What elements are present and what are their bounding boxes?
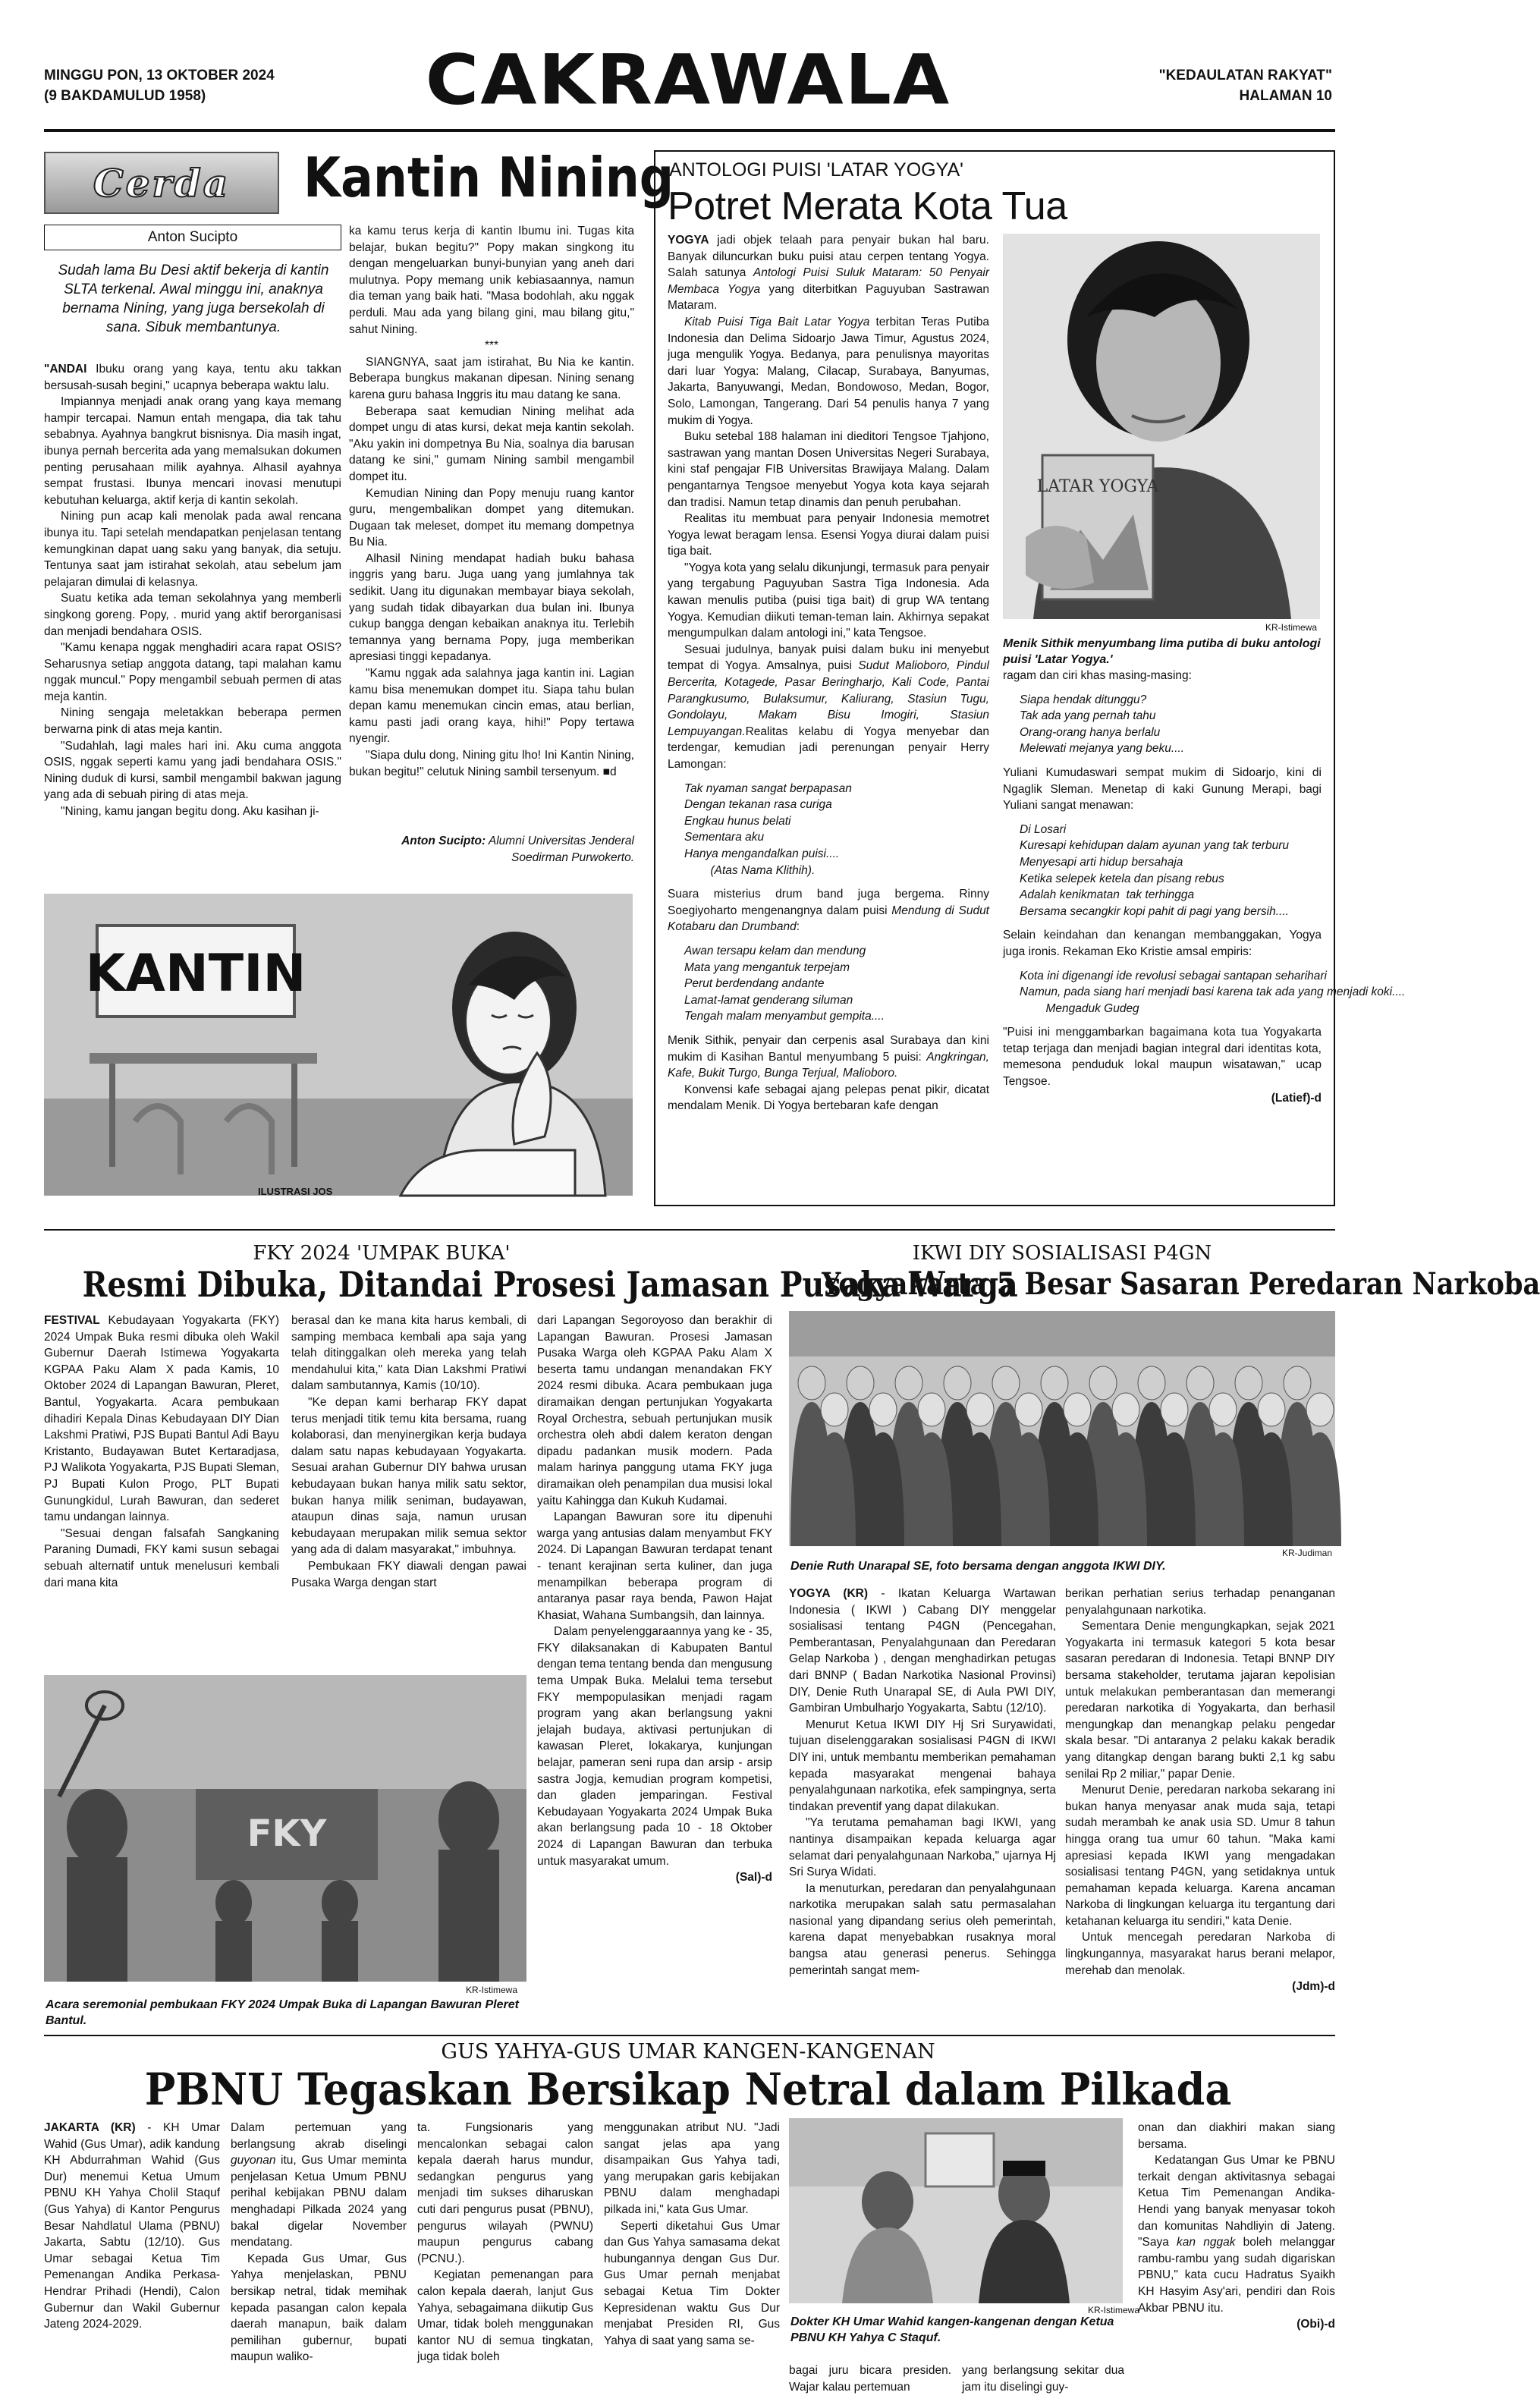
poem-line: Sementara aku <box>684 831 765 844</box>
paragraph-text: Seperti diketahui Gus Umar dan Gus Yahya samasama dekat hubungannya dengan Gus Dur. Gus Umar pernah menjabat sebagai Ketua Tim Dokter Kepresidenan waktu Gus Dur menjabat Presiden RI, Gus Yahya di saat yang sama se- <box>604 2219 780 2347</box>
paragraph <box>1003 765 1322 814</box>
article-sign: (Sal)-d <box>735 1871 772 1885</box>
fky-photo-caption: Acara seremonial pembukaan FKY 2024 Umpak Buka di Lapangan Bawuran Pleret Bantul. <box>46 1998 519 2027</box>
potret-photo-drawing <box>1003 234 1320 619</box>
fky-kicker: FKY 2024 'UMPAK BUKA' <box>253 1242 511 1265</box>
cerda-column-2 <box>349 223 634 845</box>
photo-person-head <box>1138 1366 1165 1400</box>
paragraph-text: Kepada Gus Umar, Gus Yahya menjelaskan, PBNU bersikap netral, tidak memihak kepada pasangan calon kepala daerah manapun, baik dalam pemilihan gubernur, bupati maupun waliko- <box>231 2252 407 2364</box>
paragraph-text: ka kamu terus kerja di kantin Ibumu ini. Tugas kita belajar, bukan begitu?" Popy makan singkong itu dengan mengeluarkan bunyi-bunyian yang aneh dari mulutnya. Popy memang unik kebiasaannya, namun dia teman yang baik hati. "Masa bodohlah, aku nggak perduli. Mau ada yang bilang gini, mau bilang gitu," sahut Nining. <box>349 225 634 336</box>
paragraph-text: Kedatangan Gus Umar ke PBNU terkait dengan aktivitasnya sebagai Ketua Tim Pemenangan Andika-Hendi yang banyak menyasar tokoh dan komunitas Nahdliyin di Jateng. "Saya <box>1138 2154 1335 2249</box>
photo-person-head <box>895 1366 922 1400</box>
paragraph-text-tail: : <box>796 920 800 934</box>
paragraph-text-tail: Realitas kelabu di Yogya menyebar dan terdengar, kemudian jadi perenungan penyair Herry Lamongan: <box>668 725 989 771</box>
paragraph-text: Sesuai judulnya, banyak puisi dalam buku ini menyebut tempat di Yogya. Amsalnya, puisi <box>668 643 989 673</box>
fky-title: Resmi Dibuka, Ditandai Prosesi Jamasan Pusaka Warga <box>82 1264 1018 1305</box>
photo-person-head <box>1041 1366 1068 1400</box>
article-sign: (Jdm)-d <box>1292 1980 1335 1994</box>
paragraph <box>349 404 634 486</box>
cerda-column-1 <box>44 361 341 879</box>
paragraph <box>417 2120 593 2267</box>
paragraph <box>604 2218 780 2350</box>
paragraph <box>44 508 341 590</box>
poem-line: Mata yang mengantuk terpejam <box>684 960 850 974</box>
poem-line: Bersama secangkir kopi pahit di pagi yang bersih.... <box>1020 904 1289 918</box>
article-sign: (Obi)-d <box>1296 2318 1335 2331</box>
masthead-date-line1: MINGGU PON, 13 OKTOBER 2024 <box>44 68 275 83</box>
paragraph <box>349 747 634 780</box>
paragraph-text: "Puisi ini menggambarkan bagaimana kota tua Yogyakarta tetap terjaga dan menjadi bagian integral dari identitas kota, memesona penduduk lokal maupun wisatawan," ucap Tengsoe. <box>1003 1026 1322 1089</box>
section-rule-2 <box>44 2035 1335 2036</box>
pbnu-kicker: GUS YAHYA-GUS UMAR KANGEN-KANGENAN <box>441 2040 935 2064</box>
paragraph <box>668 1033 989 1082</box>
paragraph <box>668 886 989 935</box>
paragraph-text: "Nining, kamu jangan begitu dong. Aku kasihan ji- <box>61 805 319 819</box>
pbnu-title: PBNU Tegaskan Bersikap Netral dalam Pilkada <box>144 2064 1232 2115</box>
fky-column-3 <box>537 1312 772 2027</box>
photo-person-head <box>1015 1393 1042 1426</box>
fky-column-2 <box>291 1312 526 1665</box>
paragraph-text: Ibuku orang yang kaya, tentu aku takkan bersusah-susah begini," ucapnya beberapa waktu lalu. <box>44 363 341 392</box>
fky-column-1 <box>44 1312 279 1665</box>
pbnu-meeting-photo <box>789 2118 1123 2303</box>
ikwi-group-photo <box>789 1311 1335 1546</box>
paragraph <box>231 2251 407 2366</box>
paragraph-text-tail: yang diterbitkan Paguyuban Sastrawan Mataram. <box>668 282 989 313</box>
poem-line: Dengan tekanan rasa curiga <box>684 798 832 812</box>
masthead-date-line2: (9 BAKDAMULUD 1958) <box>44 88 206 104</box>
paragraph-text-tail: terbitan Teras Putiba Indonesia dan Delima Sidoarjo Jawa Timur, Agustus 2024, juga mengulik Yogya. Bedanya, para penulisnya mayoritas dari luar Yogya: Malang, Cilacap, Surabaya, Banyumas, Jakarta, Banyuwangi, Medan, Bondowoso, Medan, Bogor, Solo, Lamongan, Tangerang. Dari 54 penulis hanya 7 yang mukim di Yogya. <box>668 315 989 427</box>
poem-line: Orang-orang hanya berlalu <box>1020 725 1161 739</box>
masthead-page: HALAMAN 10 <box>1239 88 1332 104</box>
paragraph-italic: Antologi Puisi Suluk Mataram: 50 Penyair Membaca Yogya <box>668 266 990 296</box>
paragraph-text: SIANGNYA, saat jam istirahat, Bu Nia ke kantin. Beberapa bungkus makanan dipesan. Nining senang karena guru bahasa Inggris itu mau datang ke sana. <box>349 355 634 401</box>
paragraph <box>789 1881 1056 1979</box>
paragraph-text: Menurut Denie, peredaran narkoba sekarang ini bukan hanya menyasar anak muda saja, tetapi sudah merambah ke anak usia SD. Umur 8 tahun hingga orang tua umur 60 tahun. "Maka kami apresiasi kepada IKWI yang mengadakan sosialisasi tentang P4GN, yang setidaknya untuk pemahaman kepada keluarga. Karena ancaman Narkoba di lingkungan keluarga itu tergantung dari ketahanan keluarga itu sendiri," kata Denie. <box>1065 1784 1335 1928</box>
ikwi-photo-caption: Denie Ruth Unarapal SE, foto bersama dengan anggota IKWI DIY. <box>790 1560 1166 1573</box>
paragraph <box>44 640 341 705</box>
photo-person-head <box>1306 1393 1334 1426</box>
paragraph-text: ragam dan ciri khas masing-masing: <box>1003 669 1192 682</box>
paragraph <box>1065 1586 1335 1618</box>
photo-person-head <box>1064 1393 1091 1426</box>
paragraph-text: Alhasil Nining mendapat hadiah buku bahasa inggris yang baru. Juga uang yang jumlahnya tak sedikit. Uang itu digunakan membayar biaya sekolah, yang sudah tidak dibayarkan dua bulan ini. Ibunya cukup bangga dengan kebaikan anaknya itu. Terlebih temannya yang bernama Popy, juga memberikan apresiasi tinggi kepadanya. <box>349 552 634 664</box>
paragraph <box>349 223 634 338</box>
photo-person-head <box>918 1393 945 1426</box>
paragraph <box>44 361 341 394</box>
paragraph-text: Sementara Denie mengungkapkan, sejak 2021 Yogyakarta ini termasuk kategori 5 kota besar sasaran peredaran di Indonesia. Tetapi BNNP DIY bersama stakeholder, terutama jajaran kepolisian untuk melakukan pemberantasan dan memerangi peredaran narkotika di Yogyakarta, dan berhasil mengungkap dan menangkap pelaku pengedar skala besar. "Di antaranya 2 pelaku kakak beradik yang ditangkap dengan barang bukti 2,1 kg sabu senilai Rp 2 miliar," papar Denie. <box>1065 1620 1335 1781</box>
paragraph <box>1065 1782 1335 1929</box>
paragraph-text: Suatu ketika ada teman sekolahnya yang memberli singkong goreng. Popy, . murid yang aktif berorganisasi dan menjadi bendahara OSIS. <box>44 592 341 638</box>
poem-line: Mengaduk Gudeg <box>1020 1001 1139 1015</box>
paragraph-text: - KH Umar Wahid (Gus Umar), adik kandung KH Abdurrahman Wahid (Gus Dur) menemui Ketua Umum PBNU KH Yahya Cholil Staquf (Gus Yahya) di Kantor Pengurus Besar Nahdlatul Ulama (PBNU) Jakarta, Sabtu (12/10). Gus Umar sebagai Ketua Tim Pemenangan Andika Perkasa-Hendrar Prihadi (Hendi), Calon Gubernur dan Wakil Gubernur Jateng 2024-2029. <box>44 2121 220 2331</box>
masthead-rule <box>44 129 1335 132</box>
photo-person-head <box>798 1366 825 1400</box>
paragraph-text: Kegiatan pemenangan para calon kepala daerah, lanjut Gus Yahya, sebagaimana diikutip Gus Umar, tidak boleh menggunakan kantor NU di semua tingkatan, juga tidak boleh <box>417 2268 593 2364</box>
paragraph <box>44 394 341 508</box>
paragraph-text: Beberapa saat kemudian Nining melihat ada dompet ungu di atas kursi, dekat meja kantin sekolah. "Aku yakin ini dompetnya Bu Nia, soalnya dia barusan datang ke sini," gumam Nining sambil mengambil dompet itu. <box>349 404 634 483</box>
poem-line: Adalah kenikmatan tak terhingga <box>1020 888 1195 902</box>
fky-opening-photo <box>44 1675 526 1982</box>
paragraph-text: "Sesuai dengan falsafah Sangkaning Paraning Dumadi, FKY kami susun sebagai sebuah alternatif untuk menelusuri kembali dari mana kita <box>44 1526 279 1589</box>
paragraph-text: Nining pun acap kali menolak pada awal rencana ibunya itu. Tapi setelah mendapatkan penjelasan tentang kemungkinan dapat uang saku yang banyak, dia setuju. Tentunya saat jam istirahat sekolah, atau sebelum jam pelajaran dimulai di kelasnya. <box>44 510 341 589</box>
paragraph <box>349 486 634 551</box>
pbnu-column-1 <box>44 2120 220 2408</box>
paragraph-kicker: JAKARTA (KR) <box>44 2121 136 2134</box>
paragraph <box>604 2120 780 2218</box>
cerda-bio-text: Alumni Universitas Jenderal Soedirman Purwokerto. <box>486 835 634 864</box>
paragraph <box>537 1312 772 1509</box>
ikwi-column-1 <box>789 1586 1056 2033</box>
paragraph-text: ta. Fungsionaris yang mencalonkan sebagai calon kepala daerah harus mundur, sedangkan pengurus yang menjadi tim sukses diharuskan cuti dari pengurus pusat (PBNU), pengurus wilayah (PWNU) maupun pengurus cabang (PCNU.). <box>417 2121 593 2265</box>
paragraph-text: yang berlangsung sekitar dua jam itu diselingi guy- <box>962 2364 1124 2394</box>
potret-column-2 <box>1003 668 1406 1199</box>
cerda-lead: Sudah lama Bu Desi aktif bekerja di kantin SLTA terkenal. Awal minggu ini, anaknya bernama Nining, yang juga bersekolah di sana. Sibuk membantunya. <box>58 262 329 335</box>
photo-person-head <box>1235 1366 1262 1400</box>
paragraph-text-tail: boleh melanggar rambu-rambu yang sudah digariskan PBNU," kata cucu Hadratus Syaikh KH Hasyim Asy'ari, pendiri dan Rois Akbar PBNU itu. <box>1138 2236 1336 2315</box>
poem-line: Menyesapi arti hidup bersahaja <box>1020 855 1183 869</box>
photo-person-head <box>847 1366 874 1400</box>
cerda-rubric-text: Cerda <box>93 160 231 206</box>
paragraph-text: *** <box>484 339 499 353</box>
paragraph-kicker: YOGYA (KR) <box>789 1587 869 1600</box>
photo-person-head <box>1089 1366 1117 1400</box>
photo-person-head <box>992 1366 1020 1400</box>
paragraph-text: Dalam penyelenggaraannya yang ke - 35, FKY dilaksanakan di Kabupaten Bantul dengan tema tentang benda dan mengusung tema Umpak Buka. Melalui tema tersebut FKY mempopulasikan menjadi ragam program yang akan berlangsung yakni jelajah budaya, aktivasi pertunjukan di kawasan Pleret, lokakarya, kunjungan belajar, pameran seni rupa dan arsip - arsip sastra Jogja, kemudian program kompetisi, dan gladen jemparingan. Festival Kebudayaan Yogyakarta 2024 Umpak Buka akan berlangsung pada 10 - 18 Oktober 2024 di Lapangan Bawuran dan terbuka untuk masyarakat umum. <box>537 1625 772 1868</box>
paragraph <box>668 232 989 314</box>
paragraph-italic: Angkringan, Kafe, Bukit Turgo, Bunga Terjual, Malioboro. <box>668 1050 989 1080</box>
poem-line: Hanya mengandalkan puisi.... <box>684 847 840 860</box>
potret-kicker: ANTOLOGI PUISI 'LATAR YOGYA' <box>669 159 963 181</box>
masthead-publisher: "KEDAULATAN RAKYAT" <box>1158 68 1332 83</box>
photo-person-head <box>821 1393 848 1426</box>
paragraph <box>417 2267 593 2366</box>
paragraph <box>291 1394 526 1558</box>
paragraph <box>962 2362 1124 2395</box>
potret-column-1 <box>668 232 989 1196</box>
paragraph-text: - Ikatan Keluarga Wartawan Indonesia ( IKWI ) Cabang DIY menggelar sosialisasi tentang P4GN (Pencegahan, Pemberantasan, Penyalahgunaan dan Peredaran Gelap Narkoba ) , dengan menghadirkan petugas dari BNNP ( Badan Narkotika Nasional Provinsi) DIY, Denie Ruth Unarapal SE, di Aula PWI DIY, Gambiran Umbulharjo Yogyakarta, Sabtu (12/10). <box>789 1587 1056 1715</box>
paragraph-italic: Sudut Malioboro, Pindul Bercerita, Kotagede, Pasar Beringharjo, Kali Code, Pantai Parangkusumo, Bulaksumur, Kaliurang, Stasiun Tugu, Gondolayu, Makam Bisu Imogiri, Stasiun Lempuyangan. <box>668 659 989 738</box>
paragraph-text: Suara misterius drum band juga bergema. Rinny Soegiyoharto mengenangnya dalam puisi <box>668 888 989 917</box>
photo-person-head <box>1112 1393 1139 1426</box>
photo-person-head <box>1161 1393 1188 1426</box>
cerda-bio <box>357 833 634 866</box>
poem-line: Tengah malam menyambut gempita.... <box>684 1010 885 1023</box>
paragraph-text: Realitas itu membuat para penyair Indonesia memotret Yogya lewat beragam lensa. Esensi Yogya diurai dalam puisi tiga bait. <box>668 512 989 558</box>
paragraph-text: "Kamu kenapa nggak menghadiri acara rapat OSIS? Seharusnya setiap anggota datang, tapi malahan kamu nggak muncul." Popy mengambil sebuah permen di atas meja kantin. <box>44 641 341 703</box>
article-sign: (Latief)-d <box>1271 1091 1322 1105</box>
paragraph-kicker: FESTIVAL <box>44 1314 100 1327</box>
paragraph <box>537 1509 772 1624</box>
pbnu-column-4 <box>604 2120 780 2378</box>
pbnu-column-2 <box>231 2120 407 2408</box>
paragraph <box>668 560 989 642</box>
paragraph-text: Nining sengaja meletakkan beberapa permen berwarna pink di atas meja kantin. <box>44 706 341 737</box>
paragraph-text: Ia menuturkan, peredaran dan penyalahgunaan narkotika merupakan salah satu permasalahan nasional yang dipandang serius oleh pemerintah, karena dapat menyebabkan rusaknya moral bangsa atau generasi penerus. Sehingga pemerintah sangat mem- <box>789 1881 1056 1977</box>
paragraph <box>1065 1618 1335 1782</box>
poem-block <box>1003 692 1322 757</box>
paragraph <box>44 1526 279 1591</box>
poem-line: Tak nyaman sangat berpapasan <box>684 781 852 795</box>
paragraph-text: "Siapa dulu dong, Nining gitu lho! Ini Kantin Nining, bukan begitu!" celutuk Nining sambil tersenyum. ■d <box>349 749 634 778</box>
poem-line: Perut berdendang andante <box>684 977 825 991</box>
paragraph <box>668 511 989 560</box>
poem-line: Namun, pada siang hari menjadi basi karena tak ada yang menjadi koki.... <box>1020 986 1406 999</box>
paragraph-italic: Mendung di Sudut Kotabaru dan Drumband <box>668 904 989 934</box>
paragraph-text: "Sudahlah, lagi males hari ini. Aku cuma anggota OSIS, nggak seperti kamu yang jadi bendahara OSIS." Nining duduk di kursi, sambil mengambil bakwan jagung yang ada di sebuah piring di atas meja. <box>44 739 341 802</box>
paragraph <box>44 803 341 820</box>
photo-person-head <box>869 1393 897 1426</box>
paragraph <box>1138 2152 1335 2316</box>
photo-person-head <box>944 1366 971 1400</box>
cerda-title: Kantin Nining <box>303 146 674 209</box>
potret-photo-menik-sithik <box>1003 234 1320 619</box>
cerda-author: Anton Sucipto <box>44 225 341 250</box>
kantin-sign-text: KANTIN <box>85 944 306 1004</box>
paragraph <box>349 551 634 665</box>
poem-line: Engkau hunus belati <box>684 814 791 828</box>
paragraph-kicker: YOGYA <box>668 234 709 247</box>
paragraph <box>44 1312 279 1526</box>
paragraph <box>668 642 989 773</box>
paragraph <box>349 665 634 747</box>
ikwi-kicker: IKWI DIY SOSIALISASI P4GN <box>912 1242 1212 1265</box>
poem-line: Tak ada yang pernah tahu <box>1020 709 1156 723</box>
paragraph <box>789 1717 1056 1815</box>
paragraph <box>1003 668 1322 684</box>
potret-title: Potret Merata Kota Tua <box>668 184 1067 228</box>
paragraph <box>668 314 989 429</box>
poem-block <box>1003 968 1406 1017</box>
pbnu-photo-credit: KR-Istimewa <box>1088 2305 1140 2315</box>
potret-photo-credit: KR-Istimewa <box>1265 622 1318 633</box>
masthead-info <box>1159 65 1332 106</box>
pbnu-column-6 <box>962 2362 1124 2408</box>
paragraph-kicker: "ANDAI <box>44 363 87 376</box>
paragraph-text: Dalam pertemuan yang berlangsung akrab diselingi <box>231 2121 407 2151</box>
photo-person-head <box>1186 1366 1214 1400</box>
photo-person-head <box>1284 1366 1311 1400</box>
ikwi-column-2 <box>1065 1586 1335 2033</box>
paragraph <box>291 1312 526 1394</box>
ikwi-title: Yogyakarta 5 Besar Sasaran Peredaran Narkoba <box>822 1266 1540 1302</box>
paragraph <box>349 354 634 404</box>
section-rule-1 <box>44 1229 1335 1231</box>
paragraph-text: Impiannya menjadi anak orang yang kaya memang hampir tercapai. Namun entah mengapa, dia tak tahu sebabnya. Ayahnya bangkrut bisnisnya. Dia masih ingat, ibunya pernah bercerita ada yang memalsukan dokumen penting perusahaan milik ayahnya. Alhasil ayahnya sempat frustasi. Ibunya mencari inovasi menutupi kebutuhan keluarga, aktif kerja di kantin sekolah. <box>44 395 341 507</box>
paragraph-text: Lapangan Bawuran sore itu dipenuhi warga yang antusias dalam menyambut FKY 2024. Di Lapangan Bawuran terdapat tenant - tenant kerajinan serta kuliner, dan juga menampilkan beberapa program di antaranya pasar raya benda, Pawon Hajat Khasiat, Wahana Sumbangsih, dan lainnya. <box>537 1511 772 1622</box>
paragraph <box>1003 927 1322 960</box>
paragraph <box>537 1624 772 1869</box>
pbnu-column-5 <box>789 2362 951 2408</box>
cerda-rubric-logo <box>44 152 279 214</box>
paragraph <box>1003 1024 1322 1089</box>
fky-photo-drawing <box>44 1675 526 1982</box>
pbnu-photo-drawing <box>789 2118 1123 2303</box>
pbnu-column-3 <box>417 2120 593 2408</box>
potret-photo-caption: Menik Sithik menyumbang lima putiba di buku antologi puisi 'Latar Yogya.' <box>1003 637 1321 666</box>
poem-block <box>668 943 989 1025</box>
paragraph-text-tail: itu, Gus Umar meminta penjelasan Ketua Umum PBNU perihal kebijakan PBNU dalam menghadapi Pilkada 2024 yang bakal digelar November mendatang. <box>231 2154 407 2249</box>
paragraph <box>44 590 341 640</box>
poem-line: Lamat-lamat genderang siluman <box>684 993 853 1007</box>
paragraph-text: bagai juru bicara presiden. Wajar kalau pertemuan <box>789 2364 951 2394</box>
paragraph-text: jadi objek telaah para penyair bukan hal baru. Banyak diluncurkan buku puisi atau cerpen tentang Yogya. Salah satunya <box>668 234 989 280</box>
paragraph-text: Selain keindahan dan kenangan membanggakan, Yogya juga ironis. Rekaman Eko Kristie amsal empiris: <box>1003 929 1322 958</box>
poem-line: (Atas Nama Klithih). <box>684 863 816 877</box>
paragraph <box>789 1815 1056 1880</box>
paragraph <box>231 2120 407 2251</box>
masthead-title: CAKRAWALA <box>425 39 951 121</box>
photo-person-head <box>966 1393 994 1426</box>
photo-person-head <box>1258 1393 1285 1426</box>
paragraph <box>1065 1929 1335 1979</box>
paragraph-text: "Kamu nggak ada salahnya jaga kantin ini. Lagian kamu bisa menemukan dompet itu. Siapa tahu bulan depan kamu menemukan cincin emas, atau berlian, kamu pasti jadi orang kaya, hihi!" Popy tertawa nyengir. <box>349 667 634 746</box>
ikwi-photo-credit: KR-Judiman <box>1282 1548 1333 1558</box>
poem-line: Siapa hendak ditunggu? <box>1020 693 1147 706</box>
pbnu-photo-caption: Dokter KH Umar Wahid kangen-kangenan dengan Ketua PBNU KH Yahya C Staquf. <box>790 2315 1114 2344</box>
paragraph-text: "Ke depan kami berharap FKY dapat terus menjadi titik temu kita bersama, ruang kolaborasi, dan menyinergikan kerja budaya dalam satu napas kebudayaan Yogyakarta. Sesuai arahan Gubernur DIY bahwa urusan kebudayaan bukan hanya milik satu sektor, bukan hanya milik seniman, budayawan, ataupun dinas saja, namun urusan kebudayaan merupakan milik semua sektor yang ada di dalam masyarakat," imbuhnya. <box>291 1395 526 1557</box>
paragraph <box>668 1082 989 1114</box>
paragraph-text: Pembukaan FKY diawali dengan pawai Pusaka Warga dengan start <box>291 1559 526 1589</box>
poem-block <box>1003 822 1322 920</box>
poem-line: Melewati mejanya yang beku.... <box>1020 742 1185 756</box>
paragraph <box>349 338 634 354</box>
paragraph-text: Yuliani Kumudaswari sempat mukim di Sidoarjo, kini di Ngaglik Sleman. Menetap di kaki Gunung Merapi, bagi Yuliani sangat menawan: <box>1003 765 1322 813</box>
paragraph <box>44 705 341 737</box>
paragraph-text: menggunakan atribut NU. "Jadi sangat jelas apa yang disampaikan Gus Yahya tadi, yang merupakan garis kebijakan PBNU dalam menghadapi pilkada ini," kata Gus Umar. <box>604 2121 780 2216</box>
paragraph-italic: guyonan <box>231 2154 276 2168</box>
paragraph <box>668 429 989 511</box>
paragraph-text: Kemudian Nining dan Popy menuju ruang kantor guru, mengembalikan dompet yang ditemukan. Dugaan tak meleset, dompet itu memang dompetnya Bu Nia. <box>349 486 634 549</box>
poem-line: Kota ini digenangi ide revolusi sebagai santapan seharihari <box>1020 969 1327 982</box>
paragraph <box>1138 2120 1335 2152</box>
paragraph <box>44 738 341 803</box>
paragraph-italic: Kitab Puisi Tiga Bait Latar Yogya <box>684 315 870 329</box>
ikwi-photo-drawing <box>789 1311 1335 1546</box>
poem-line: Kuresapi kehidupan dalam ayunan yang tak terburu <box>1020 839 1290 853</box>
paragraph-text: berikan perhatian serius terhadap penanganan penyalahgunaan narkotika. <box>1065 1587 1335 1617</box>
paragraph <box>789 2362 951 2395</box>
paragraph <box>291 1558 526 1591</box>
poem-line: Di Losari <box>1020 822 1067 836</box>
book-cover-text: LATAR YOGYA <box>1036 477 1159 496</box>
paragraph <box>44 2120 220 2333</box>
cerda-bio-name: Anton Sucipto: <box>401 835 486 847</box>
paragraph-text: onan dan diakhiri makan siang bersama. <box>1138 2121 1335 2151</box>
kantin-illustration <box>44 894 633 1196</box>
pbnu-column-7 <box>1138 2120 1335 2408</box>
paragraph-text: Menik Sithik, penyair dan cerpenis asal Surabaya dan kini mukim di Kasihan Bantul menyumbang 5 puisi: <box>668 1033 989 1064</box>
cerda-illustration-caption: ILUSTRASI JOS <box>258 1186 333 1197</box>
paragraph-text: Menurut Ketua IKWI DIY Hj Sri Suryawidati, tujuan diselenggarakan sosialisasi P4GN di IKWI DIY ini, untuk membantu memberikan pemahaman kepada masyarakat mengenai bahaya penyalahgunaan narkotika, efek sampingnya, serta tindakan preventif yang dapat dilakukan. <box>789 1718 1056 1813</box>
paragraph-text: Konvensi kafe sebagai ajang pelepas penat pikir, dicatat mendalam Menik. Di Yogya bertebaran kafe dengan <box>668 1083 989 1113</box>
paragraph <box>789 1586 1056 1717</box>
kantin-illustration-drawing <box>44 894 633 1196</box>
paragraph-text: "Ya terutama pemahaman bagi IKWI, yang nantinya disampaikan kepada keluarga agar selamat dari penyalahgunaan Narkoba," ujarnya Hj Sri Surya Widati. <box>789 1816 1056 1879</box>
poem-block <box>668 781 989 879</box>
fky-stage-text: FKY <box>247 1812 327 1855</box>
paragraph-text: Kebudayaan Yogyakarta (FKY) 2024 Umpak Buka resmi dibuka oleh Wakil Gubernur Daerah Istimewa Yogyakarta KGPAA Paku Alam X pada Kamis, 10 Oktober 2024 di Lapangan Bawuran, Pleret, Bantul, Yogyakarta. Acara pembukaan dihadiri Kepala Dinas Kebudayaan DIY Dian Lakshmi Pratiwi, PJS Bupati Bantul Adi Bayu Kristanto, Budayawan Butet Kertaradjasa, PJ Walikota Yogyakarta, PJS Bupati Sleman, PJ Bupati Kulon Progo, PLT Bupati Gunungkidul, Lurah Bawuran, dan sederet tamu undangan lainnya. <box>44 1314 279 1524</box>
paragraph-text: Untuk mencegah peredaran Narkoba di lingkungannya, masyarakat harus berani melapor, merehab dan menolak. <box>1065 1931 1335 1977</box>
paragraph-text: berasal dan ke mana kita harus kembali, di samping membaca kembali apa saja yang telah ditinggalkan oleh mereka yang telah mendahului kita," kata Dian Lakshmi Pratiwi dalam sambutannya, Kamis (10/10). <box>291 1314 526 1393</box>
paragraph-text: "Yogya kota yang selalu dikunjungi, termasuk para penyair yang tergabung Paguyuban Sastra Tiga Indonesia. Ada kawan menulis putiba (puisi tiga bait) di grup WA tentang Yogya. Kemudian diikuti teman-teman lain. Akhirnya sepakat mengumpulkan dalam antologi ini," kata Tengsoe. <box>668 561 989 640</box>
poem-line: Awan tersapu kelam dan mendung <box>684 944 866 957</box>
photo-person-head <box>1209 1393 1237 1426</box>
paragraph-italic: kan nggak <box>1177 2236 1236 2249</box>
fky-photo-credit: KR-Istimewa <box>466 1985 518 1995</box>
paragraph-text: Buku setebal 188 halaman ini dieditori Tengsoe Tjahjono, sastrawan yang mantan Dosen Universitas Negeri Surabaya, kini staf pengajar FIB Universitas Brawijaya Malang. Dalam pengantarnya Tengsoe menyebut Yogya kota kaya sejarah dan tradisi. Namun tetap dinamis dan penuh perubahan. <box>668 430 989 509</box>
poem-line: Ketika selepek ketela dan pisang rebus <box>1020 872 1224 885</box>
paragraph-text: dari Lapangan Segoroyoso dan berakhir di Lapangan Bawuran. Prosesi Jamasan Pusaka Warga oleh KGPAA Paku Alam X beserta tamu undangan menandakan FKY 2024 resmi dibuka. Acara pembukaan juga diramaikan dengan pertunjukan Yogyakarta Royal Orchestra, sebuah pertunjukan musik orchestra oleh abdi dalem keraton dengan dipadu padankan musik modern. Pada malam harinya panggung utama FKY juga diramaikan oleh penampilan dua musisi lokal yaitu Kahingga dan Kukuh Kudamai. <box>537 1314 772 1507</box>
